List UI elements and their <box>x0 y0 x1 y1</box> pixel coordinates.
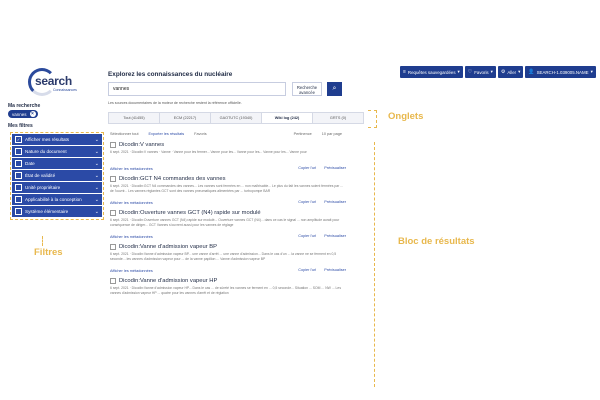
result-snippet: 6 sept. 2021 · Dicodin:Ouverture vannes GCT (N4) rapide sur modulé... Ouverture vannes GCT (N4)... dans ce cas le signal ... non amplitude aurait pour conséquence de diriger... GCT Vannes s'ouvrent aussi pour les vannes de réglage <box>110 218 340 227</box>
results-toolbar <box>110 130 342 138</box>
sources-note: Les sources documentaires de la moteur de recherche restent la référence officielle. <box>108 101 242 105</box>
filters-annotation: Filtres <box>34 247 63 258</box>
search-logo[interactable] <box>25 68 77 100</box>
result-checkbox[interactable] <box>110 210 116 216</box>
search-tag <box>8 110 38 118</box>
filter-label: Système élémentaire <box>25 209 69 214</box>
filter-date[interactable] <box>12 158 102 169</box>
tab-ecm[interactable]: ECM (22217) <box>159 112 210 124</box>
export-results-link[interactable]: Exporter les résultats <box>148 132 185 136</box>
chevron-down-icon: ⌄ <box>94 160 99 167</box>
favorites-button[interactable] <box>465 66 496 78</box>
result-actions <box>298 268 346 272</box>
preview-link[interactable]: Prévisualiser <box>324 268 346 272</box>
tab-grts[interactable]: GRTS (0) <box>312 112 364 124</box>
checkbox-icon[interactable]: ✓ <box>16 137 21 142</box>
select-all-checkbox[interactable]: Sélectionner tout <box>110 132 139 136</box>
chevron-down-icon: ⌄ <box>94 208 99 215</box>
filter-document-nature[interactable] <box>12 146 102 157</box>
show-metadata-link[interactable]: Afficher les métadonnées <box>110 235 153 239</box>
result-snippet: 6 sept. 2021 · Dicodin:Vanne d'admission vapeur BP... une vanne d'arrêt ... une vanne d'admission... Dans le cas d'un ... la vanne ne se ferment en 0,5 seconde... les vannes d'admission vapeur pour ... de la vanne papillon ... Vanne d'admission vapeur BP <box>110 252 337 261</box>
per-page-dropdown[interactable]: 10 par page <box>321 132 342 136</box>
list-item <box>108 176 348 210</box>
result-title-row[interactable] <box>110 176 226 182</box>
top-bar <box>400 66 594 78</box>
filter-label: Nature du document <box>25 149 67 154</box>
results-annotation: Bloc de résultats <box>398 236 475 247</box>
chevron-down-icon: ⌄ <box>94 172 99 179</box>
filter-elementary-system[interactable] <box>12 206 102 217</box>
checkbox-icon[interactable] <box>15 160 22 167</box>
heart-icon: ♡ <box>467 69 473 75</box>
my-search-label: Ma recherche <box>8 103 41 109</box>
user-menu-button[interactable] <box>525 66 595 78</box>
saved-searches-label: Requêtes sauvegardées <box>407 69 456 75</box>
copy-url-link[interactable]: Copier l'url <box>298 166 317 170</box>
favorites-label: Favoris <box>474 69 489 75</box>
checkbox-icon[interactable] <box>15 196 22 203</box>
show-metadata-link[interactable]: Afficher les métadonnées <box>110 167 153 171</box>
list-item <box>108 244 348 278</box>
page-title: Explorez les connaissances du nucléaire <box>108 71 233 78</box>
advanced-search-button[interactable]: Recherche avancée <box>292 82 322 96</box>
chevron-down-icon: ⌄ <box>94 148 99 155</box>
search-tag-label: vannes <box>12 111 27 117</box>
result-title[interactable]: Dicodin:Vanne d'admission vapeur HP <box>119 278 218 284</box>
result-snippet: 6 sept. 2021 · Dicodin:Vanne d'admission vapeur HP... Dans le cas ... de sûreté les vannes se ferment en ... 0,5 seconde... Situation ... SOM ... NW ... Les vannes d'admission vapeur HP ... quatre pour les vannes d'arrêt et de réglation <box>110 286 342 295</box>
result-checkbox[interactable] <box>110 142 116 148</box>
result-title-row[interactable] <box>110 278 217 284</box>
search-input[interactable]: vannes <box>108 82 286 96</box>
filter-validity-state[interactable] <box>12 170 102 181</box>
caret-down-icon: ▾ <box>590 69 593 74</box>
remove-tag-icon[interactable]: × <box>31 111 34 117</box>
goto-button[interactable] <box>498 66 524 78</box>
saved-searches-button[interactable] <box>400 66 463 78</box>
logo-word: search <box>35 74 72 88</box>
filters-panel <box>10 132 104 220</box>
chevron-down-icon: ⌄ <box>94 184 99 191</box>
sort-dropdown[interactable]: Pertinence <box>293 132 312 136</box>
favorites-dropdown[interactable]: Favoris <box>194 132 207 136</box>
filter-owner-unit[interactable] <box>12 182 102 193</box>
filter-label: Afficher mes résultats <box>25 137 70 142</box>
copy-url-link[interactable]: Copier l'url <box>298 268 317 272</box>
caret-down-icon: ▾ <box>518 69 521 74</box>
chevron-down-icon: ⌄ <box>94 196 99 203</box>
result-checkbox[interactable] <box>110 244 116 250</box>
filter-label: Applicabilité à la conception <box>25 197 82 202</box>
show-metadata-link[interactable]: Afficher les métadonnées <box>110 201 153 205</box>
show-metadata-link[interactable]: Afficher les métadonnées <box>110 269 153 273</box>
result-actions <box>298 166 346 170</box>
tabs-annotation: Onglets <box>388 111 424 122</box>
logo-subtitle: Connaissances <box>53 88 77 92</box>
list-item <box>108 142 348 176</box>
tab-all[interactable]: Tout (41455) <box>108 112 159 124</box>
result-checkbox[interactable] <box>110 176 116 182</box>
tabs-bar <box>108 112 364 124</box>
tab-gaotutc[interactable]: GAOTUTC (19340) <box>210 112 261 124</box>
filters-annotation-line <box>42 236 44 246</box>
result-snippet: 6 sept. 2021 · Dicodin:V vannes · Vanne · Vanne pour les fermer... Vanne pour les... Vanne pour les... Vanne pour les... Vanne pour <box>110 150 307 154</box>
list-item <box>108 210 348 244</box>
copy-url-link[interactable]: Copier l'url <box>298 200 317 204</box>
tab-wiki-log[interactable]: Wiki log (242) <box>261 112 312 124</box>
gear-icon: ⚙ <box>500 69 506 75</box>
checkbox-icon[interactable] <box>15 172 22 179</box>
result-actions <box>298 234 346 238</box>
result-title[interactable]: Dicodin:GCT N4 commandes des vannes <box>119 176 226 182</box>
filter-label: Unité propriétaire <box>25 185 61 190</box>
result-title[interactable]: Dicodin:Ouverture vannes GCT (N4) rapide sur modulé <box>119 210 261 216</box>
filter-design-applicability[interactable] <box>12 194 102 205</box>
chevron-down-icon: ⌄ <box>94 136 99 143</box>
user-name: SEARCH-1.039005.NAME <box>536 69 589 75</box>
result-title[interactable]: Dicodin:Vanne d'admission vapeur BP <box>119 244 217 250</box>
tabs-annotation-bracket <box>368 110 377 128</box>
list-item <box>108 278 348 312</box>
caret-down-icon: ▾ <box>490 69 493 74</box>
filter-show-results[interactable] <box>12 134 102 145</box>
filter-label: État de validité <box>25 173 56 178</box>
filter-label: Date <box>25 161 35 166</box>
goto-label: Aller <box>507 69 517 75</box>
result-title-row[interactable] <box>110 244 217 250</box>
checkbox-icon[interactable] <box>15 184 22 191</box>
checkbox-icon[interactable] <box>15 148 22 155</box>
results-list <box>108 142 348 312</box>
preview-link[interactable]: Prévisualiser <box>324 200 346 204</box>
result-actions <box>298 200 346 204</box>
caret-down-icon: ▾ <box>457 69 460 74</box>
my-filters-label: Mes filtres <box>8 123 33 129</box>
results-annotation-bracket <box>374 142 379 387</box>
search-button[interactable] <box>327 82 342 96</box>
list-icon: ≡ <box>403 69 406 75</box>
preview-link[interactable]: Prévisualiser <box>324 166 346 170</box>
result-title-row[interactable] <box>110 210 261 216</box>
copy-url-link[interactable]: Copier l'url <box>298 234 317 238</box>
result-title[interactable]: Dicodin:V vannes <box>119 142 165 148</box>
result-checkbox[interactable] <box>110 278 116 284</box>
checkbox-icon[interactable] <box>15 208 22 215</box>
search-icon: ⌕ <box>332 85 337 92</box>
preview-link[interactable]: Prévisualiser <box>324 234 346 238</box>
result-title-row[interactable] <box>110 142 164 148</box>
result-snippet: 6 sept. 2021 · Dicodin:GCT N4 commandes des vannes... Les vannes sont fermées en ... non maîtrisable... Le plus du fait les vannes soient fermées par ... de l'ouvrir... Les vannes réglantes GCT sont des vannes pneumatiques alimentées par ... turbopompe BAR <box>110 184 344 193</box>
user-icon: 👤 <box>528 69 535 75</box>
